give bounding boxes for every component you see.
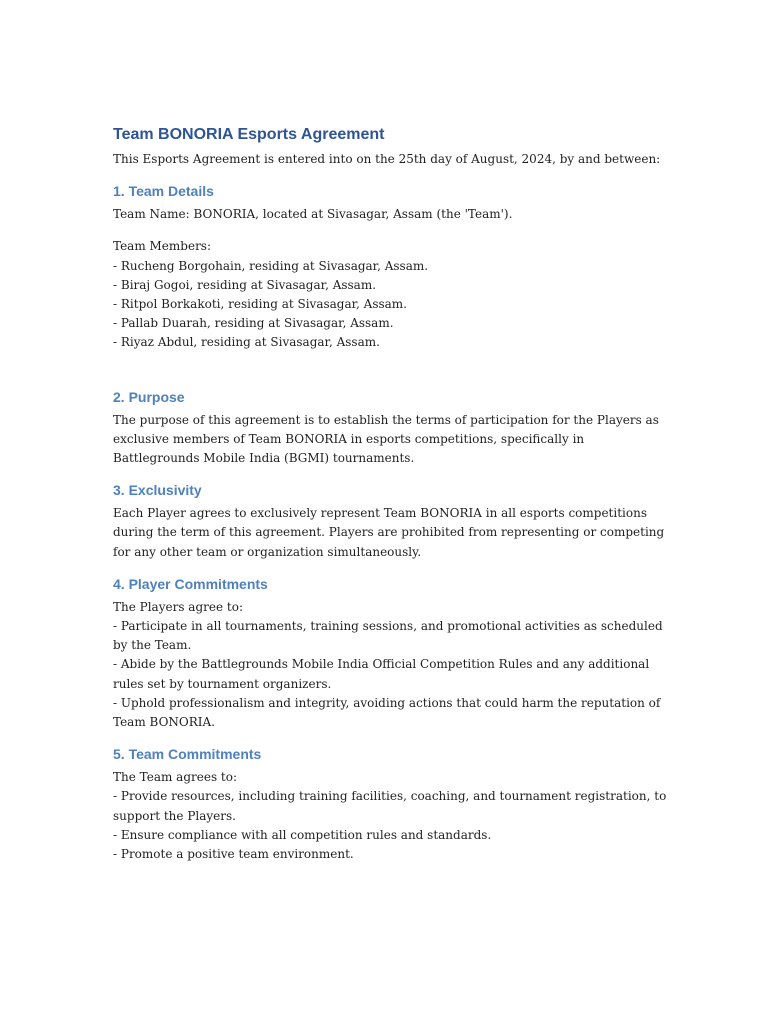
section-heading-team-details: 1. Team Details — [113, 183, 214, 200]
list-item: - Abide by the Battlegrounds Mobile India Official Competition Rules and any additional rules set by tournament organizers. — [113, 657, 650, 691]
section-heading-player-commitments: 4. Player Commitments — [113, 575, 268, 592]
team-commitments-lead: The Team agrees to: — [113, 770, 238, 785]
list-item: - Promote a positive team environment. — [113, 847, 354, 862]
list-item: - Ensure compliance with all competition rules and standards. — [113, 827, 492, 842]
document-title: Team BONORIA Esports Agreement — [113, 126, 385, 143]
intro-paragraph: This Esports Agreement is entered into on the 25th day of August, 2024, by and between: — [113, 152, 661, 166]
list-item: - Riyaz Abdul, residing at Sivasagar, Assam. — [113, 335, 380, 350]
list-item: - Ritpol Borkakoti, residing at Sivasagar, Assam. — [113, 297, 407, 312]
section-heading-team-commitments: 5. Team Commitments — [113, 746, 262, 763]
purpose-paragraph: The purpose of this agreement is to establish the terms of participation for the Players as exclusive members of Team BONORIA in esports competitions, specifically in Battlegrounds Mobile India (BGMI) tournaments. — [113, 412, 659, 466]
team-members-label: Team Members: — [113, 239, 212, 254]
list-item: - Pallab Duarah, residing at Sivasagar, Assam. — [113, 316, 394, 331]
list-item: - Biraj Gogoi, residing at Sivasagar, Assam. — [113, 277, 377, 292]
exclusivity-paragraph: Each Player agrees to exclusively represent Team BONORIA in all esports competitions during the term of this agreement. Players are prohibited from representing or competing for any other team or organization simultaneously. — [113, 506, 665, 559]
player-commitments-lead: The Players agree to: — [113, 599, 243, 614]
list-item: - Rucheng Borgohain, residing at Sivasagar, Assam. — [113, 258, 429, 273]
section-heading-exclusivity: 3. Exclusivity — [113, 482, 202, 499]
section-heading-purpose: 2. Purpose — [113, 388, 185, 405]
list-item: - Participate in all tournaments, training sessions, and promotional activities as scheduled by the Team. — [113, 619, 663, 653]
team-commitments-list — [113, 787, 673, 864]
list-item: - Uphold professionalism and integrity, avoiding actions that could harm the reputation of Team BONORIA. — [113, 695, 661, 730]
player-commitments-list — [113, 617, 673, 732]
document-page — [113, 124, 673, 864]
team-name-line: Team Name: BONORIA, located at Sivasagar, Assam (the 'Team'). — [113, 207, 513, 222]
team-members-list — [113, 257, 673, 353]
list-item: - Provide resources, including training facilities, coaching, and tournament registration, to support the Players. — [113, 789, 667, 823]
